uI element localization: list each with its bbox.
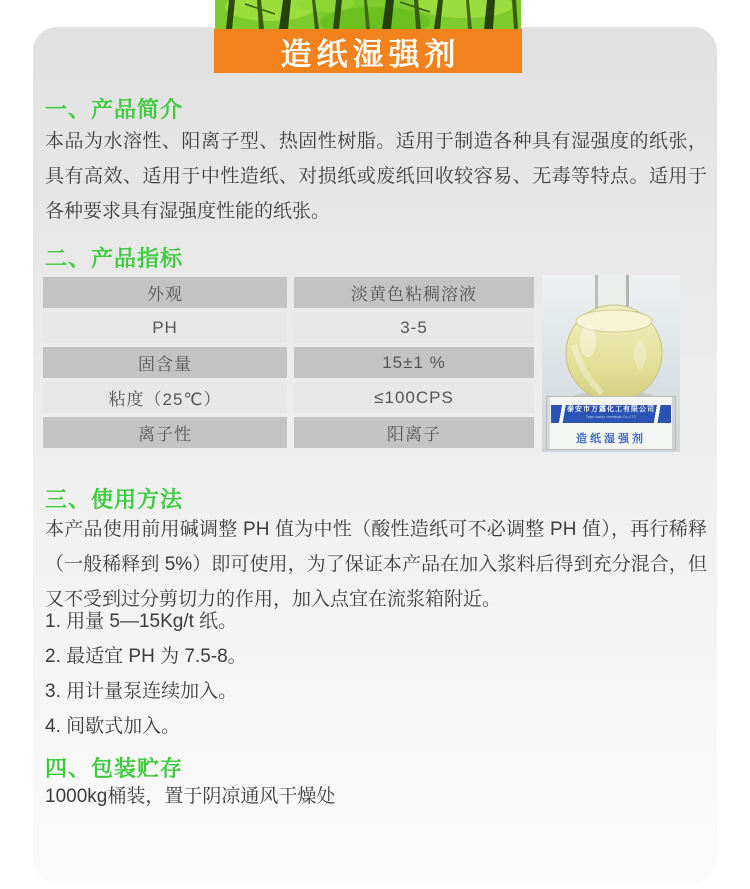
product-photo	[542, 275, 680, 452]
usage-step: 3. 用计量泵连续加入。	[45, 681, 238, 702]
spec-name-cell: 外观	[43, 277, 287, 308]
spec-value-cell: 阳离子	[294, 417, 534, 448]
page-title: 造纸湿强剂	[280, 36, 461, 72]
spec-name-cell: 离子性	[43, 417, 287, 448]
product-label	[546, 396, 676, 450]
intro-paragraph: 本品为水溶性、阳离子型、热固性树脂。适用于制造各种具有湿强度的纸张，具有高效、适用于中性造纸、对损纸或废纸回收较容易、无毒等特点。适用于各种要求具有湿强度性能的纸张。	[45, 131, 707, 222]
spec-name-cell: PH	[43, 312, 287, 343]
usage-step: 2. 最适宜 PH 为 7.5-8。	[45, 646, 247, 667]
spec-name-cell: 固含量	[43, 347, 287, 378]
label-company-name: 泰安市万露化工有限公司	[567, 406, 655, 413]
spec-name-cell: 粘度（25℃）	[43, 382, 287, 413]
section-usage-heading: 三、使用方法	[45, 487, 184, 512]
usage-step-list	[45, 604, 247, 744]
forest-image	[215, 0, 521, 29]
section-intro-heading: 一、产品简介	[45, 97, 184, 122]
title-banner	[214, 29, 522, 73]
usage-paragraph: 本产品使用前用碱调整 PH 值为中性（酸性造纸可不必调整 PH 值），再行稀释（一般稀释到 5%）即可使用，为了保证本产品在加入浆料后得到充分混合，但又不受到过分剪切力的作用，加入点宜在流浆箱附近。	[45, 519, 707, 610]
label-product-name: 造纸湿强剂	[576, 433, 646, 445]
section-storage-heading: 四、包装贮存	[45, 756, 184, 781]
section-specs-heading: 二、产品指标	[45, 246, 184, 271]
storage-text: 1000kg桶装，置于阴凉通风干燥处	[45, 786, 336, 807]
usage-step: 4. 间歇式加入。	[45, 716, 181, 737]
spec-value-cell: ≤100CPS	[294, 382, 534, 413]
spec-value-cell: 淡黄色粘稠溶液	[294, 277, 534, 308]
label-company-band	[551, 405, 671, 423]
label-company-name-en: Taian wanlu chemicals Co.,LTD	[585, 415, 637, 420]
spec-value-cell: 15±1 %	[294, 347, 534, 378]
specs-table	[43, 277, 534, 448]
usage-step: 1. 用量 5—15Kg/t 纸。	[45, 611, 238, 632]
spec-value-cell: 3-5	[294, 312, 534, 343]
